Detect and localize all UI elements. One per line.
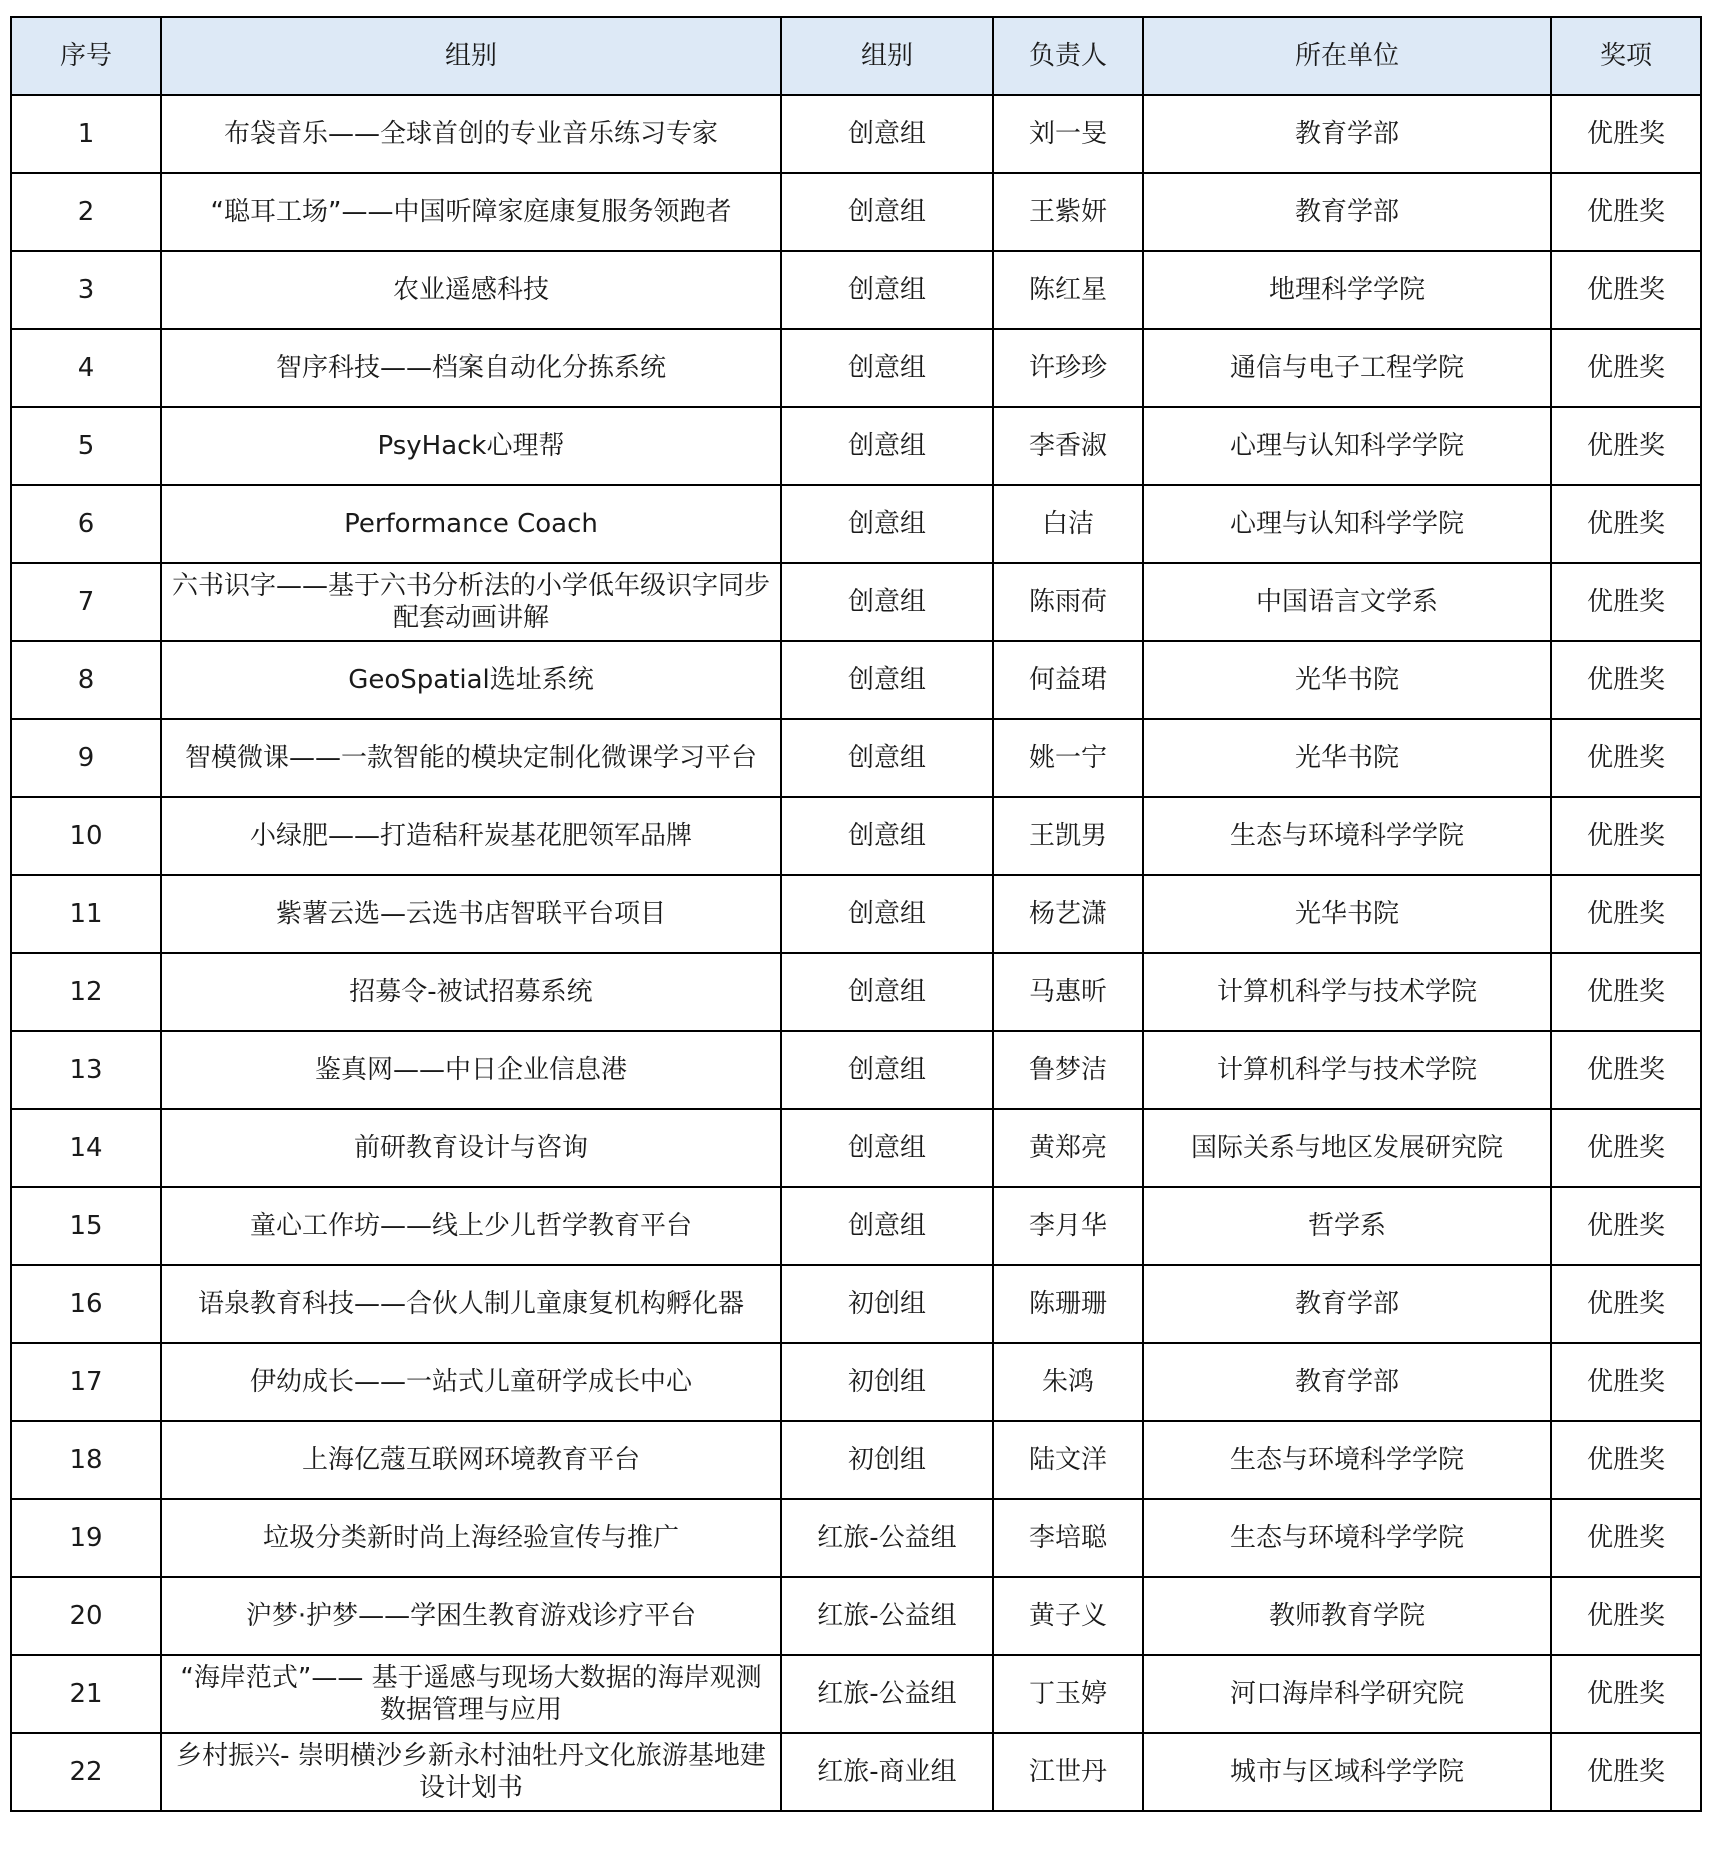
cell-group: 红旅-公益组 [781, 1655, 993, 1733]
table-row [11, 1655, 1701, 1733]
cell-unit: 地理科学学院 [1143, 251, 1551, 329]
cell-project: 乡村振兴- 崇明横沙乡新永村油牡丹文化旅游基地建设计划书 [161, 1733, 781, 1811]
cell-group: 创意组 [781, 407, 993, 485]
table-row [11, 1109, 1701, 1187]
table-row [11, 1343, 1701, 1421]
cell-unit: 通信与电子工程学院 [1143, 329, 1551, 407]
table-row [11, 797, 1701, 875]
header-serial: 序号 [11, 17, 161, 95]
cell-unit: 教育学部 [1143, 1265, 1551, 1343]
cell-group: 创意组 [781, 875, 993, 953]
cell-project: 上海亿蔻互联网环境教育平台 [161, 1421, 781, 1499]
cell-project: PsyHack心理帮 [161, 407, 781, 485]
cell-unit: 教育学部 [1143, 1343, 1551, 1421]
cell-award: 优胜奖 [1551, 719, 1701, 797]
cell-serial: 18 [11, 1421, 161, 1499]
table-row [11, 95, 1701, 173]
cell-award: 优胜奖 [1551, 329, 1701, 407]
cell-unit: 河口海岸科学研究院 [1143, 1655, 1551, 1733]
cell-leader: 刘一旻 [993, 95, 1143, 173]
cell-leader: 陈珊珊 [993, 1265, 1143, 1343]
cell-unit: 教师教育学院 [1143, 1577, 1551, 1655]
table-row [11, 329, 1701, 407]
cell-leader: 陆文洋 [993, 1421, 1143, 1499]
cell-award: 优胜奖 [1551, 485, 1701, 563]
cell-leader: 何益珺 [993, 641, 1143, 719]
table-row [11, 251, 1701, 329]
cell-group: 创意组 [781, 797, 993, 875]
cell-serial: 8 [11, 641, 161, 719]
cell-award: 优胜奖 [1551, 1733, 1701, 1811]
cell-group: 初创组 [781, 1265, 993, 1343]
cell-project: 智模微课——一款智能的模块定制化微课学习平台 [161, 719, 781, 797]
cell-leader: 王紫妍 [993, 173, 1143, 251]
cell-group: 创意组 [781, 95, 993, 173]
cell-unit: 计算机科学与技术学院 [1143, 953, 1551, 1031]
cell-leader: 朱鸿 [993, 1343, 1143, 1421]
cell-project: 垃圾分类新时尚上海经验宣传与推广 [161, 1499, 781, 1577]
cell-group: 创意组 [781, 329, 993, 407]
cell-leader: 黄子义 [993, 1577, 1143, 1655]
cell-group: 创意组 [781, 641, 993, 719]
cell-project: “海岸范式”—— 基于遥感与现场大数据的海岸观测数据管理与应用 [161, 1655, 781, 1733]
cell-leader: 李香淑 [993, 407, 1143, 485]
cell-award: 优胜奖 [1551, 1421, 1701, 1499]
header-unit: 所在单位 [1143, 17, 1551, 95]
cell-leader: 陈雨荷 [993, 563, 1143, 641]
cell-unit: 教育学部 [1143, 173, 1551, 251]
cell-serial: 15 [11, 1187, 161, 1265]
cell-leader: 马惠昕 [993, 953, 1143, 1031]
cell-award: 优胜奖 [1551, 95, 1701, 173]
cell-group: 初创组 [781, 1343, 993, 1421]
cell-unit: 生态与环境科学学院 [1143, 797, 1551, 875]
cell-serial: 16 [11, 1265, 161, 1343]
cell-award: 优胜奖 [1551, 1265, 1701, 1343]
cell-unit: 教育学部 [1143, 95, 1551, 173]
table-row [11, 719, 1701, 797]
header-row [11, 17, 1701, 95]
cell-project: 布袋音乐——全球首创的专业音乐练习专家 [161, 95, 781, 173]
cell-project: 紫薯云选—云选书店智联平台项目 [161, 875, 781, 953]
cell-leader: 江世丹 [993, 1733, 1143, 1811]
cell-serial: 11 [11, 875, 161, 953]
cell-leader: 丁玉婷 [993, 1655, 1143, 1733]
cell-serial: 13 [11, 1031, 161, 1109]
cell-project: 语泉教育科技——合伙人制儿童康复机构孵化器 [161, 1265, 781, 1343]
cell-award: 优胜奖 [1551, 173, 1701, 251]
cell-leader: 黄郑亮 [993, 1109, 1143, 1187]
cell-leader: 李培聪 [993, 1499, 1143, 1577]
cell-serial: 1 [11, 95, 161, 173]
cell-award: 优胜奖 [1551, 563, 1701, 641]
cell-serial: 10 [11, 797, 161, 875]
cell-group: 红旅-公益组 [781, 1499, 993, 1577]
awards-table-container [10, 16, 1702, 1812]
table-row [11, 1031, 1701, 1109]
cell-group: 创意组 [781, 1187, 993, 1265]
header-award: 奖项 [1551, 17, 1701, 95]
table-row [11, 407, 1701, 485]
cell-unit: 光华书院 [1143, 641, 1551, 719]
cell-unit: 国际关系与地区发展研究院 [1143, 1109, 1551, 1187]
cell-project: 伊幼成长——一站式儿童研学成长中心 [161, 1343, 781, 1421]
cell-award: 优胜奖 [1551, 1577, 1701, 1655]
cell-award: 优胜奖 [1551, 953, 1701, 1031]
cell-group: 创意组 [781, 173, 993, 251]
cell-serial: 14 [11, 1109, 161, 1187]
cell-project: GeoSpatial选址系统 [161, 641, 781, 719]
cell-serial: 9 [11, 719, 161, 797]
cell-award: 优胜奖 [1551, 1343, 1701, 1421]
cell-group: 初创组 [781, 1421, 993, 1499]
cell-award: 优胜奖 [1551, 407, 1701, 485]
cell-unit: 生态与环境科学学院 [1143, 1499, 1551, 1577]
cell-unit: 生态与环境科学学院 [1143, 1421, 1551, 1499]
cell-project: 前研教育设计与咨询 [161, 1109, 781, 1187]
cell-leader: 白洁 [993, 485, 1143, 563]
table-header [11, 17, 1701, 95]
awards-table [10, 16, 1702, 1812]
cell-serial: 20 [11, 1577, 161, 1655]
cell-award: 优胜奖 [1551, 251, 1701, 329]
cell-project: 鉴真网——中日企业信息港 [161, 1031, 781, 1109]
cell-unit: 中国语言文学系 [1143, 563, 1551, 641]
cell-group: 红旅-公益组 [781, 1577, 993, 1655]
cell-group: 创意组 [781, 953, 993, 1031]
table-row [11, 641, 1701, 719]
table-row [11, 875, 1701, 953]
cell-project: 农业遥感科技 [161, 251, 781, 329]
cell-group: 创意组 [781, 1031, 993, 1109]
cell-serial: 17 [11, 1343, 161, 1421]
cell-award: 优胜奖 [1551, 641, 1701, 719]
cell-serial: 2 [11, 173, 161, 251]
cell-leader: 许珍珍 [993, 329, 1143, 407]
header-project: 组别 [161, 17, 781, 95]
cell-group: 创意组 [781, 1109, 993, 1187]
cell-unit: 心理与认知科学学院 [1143, 485, 1551, 563]
cell-award: 优胜奖 [1551, 1655, 1701, 1733]
table-row [11, 953, 1701, 1031]
table-body [11, 95, 1701, 1811]
cell-serial: 5 [11, 407, 161, 485]
cell-project: “聪耳工场”——中国听障家庭康复服务领跑者 [161, 173, 781, 251]
cell-project: 沪梦·护梦——学困生教育游戏诊疗平台 [161, 1577, 781, 1655]
table-row [11, 1187, 1701, 1265]
cell-group: 创意组 [781, 485, 993, 563]
cell-group: 创意组 [781, 719, 993, 797]
table-row [11, 1499, 1701, 1577]
cell-project: 招募令-被试招募系统 [161, 953, 781, 1031]
cell-unit: 哲学系 [1143, 1187, 1551, 1265]
cell-project: 智序科技——档案自动化分拣系统 [161, 329, 781, 407]
header-group: 组别 [781, 17, 993, 95]
cell-group: 红旅-商业组 [781, 1733, 993, 1811]
cell-unit: 光华书院 [1143, 719, 1551, 797]
header-leader: 负责人 [993, 17, 1143, 95]
cell-unit: 计算机科学与技术学院 [1143, 1031, 1551, 1109]
cell-unit: 光华书院 [1143, 875, 1551, 953]
cell-unit: 城市与区域科学学院 [1143, 1733, 1551, 1811]
cell-award: 优胜奖 [1551, 1499, 1701, 1577]
table-row [11, 1421, 1701, 1499]
cell-leader: 鲁梦洁 [993, 1031, 1143, 1109]
cell-unit: 心理与认知科学学院 [1143, 407, 1551, 485]
cell-serial: 12 [11, 953, 161, 1031]
cell-serial: 4 [11, 329, 161, 407]
cell-project: Performance Coach [161, 485, 781, 563]
cell-project: 小绿肥——打造秸秆炭基花肥领军品牌 [161, 797, 781, 875]
cell-serial: 19 [11, 1499, 161, 1577]
cell-leader: 王凯男 [993, 797, 1143, 875]
cell-serial: 7 [11, 563, 161, 641]
cell-award: 优胜奖 [1551, 875, 1701, 953]
cell-award: 优胜奖 [1551, 797, 1701, 875]
cell-award: 优胜奖 [1551, 1187, 1701, 1265]
cell-group: 创意组 [781, 251, 993, 329]
cell-award: 优胜奖 [1551, 1109, 1701, 1187]
table-row [11, 1577, 1701, 1655]
cell-leader: 李月华 [993, 1187, 1143, 1265]
cell-leader: 杨艺潇 [993, 875, 1143, 953]
table-row [11, 1733, 1701, 1811]
cell-project: 童心工作坊——线上少儿哲学教育平台 [161, 1187, 781, 1265]
cell-project: 六书识字——基于六书分析法的小学低年级识字同步配套动画讲解 [161, 563, 781, 641]
cell-serial: 21 [11, 1655, 161, 1733]
table-row [11, 173, 1701, 251]
cell-leader: 姚一宁 [993, 719, 1143, 797]
table-row [11, 563, 1701, 641]
cell-serial: 3 [11, 251, 161, 329]
cell-award: 优胜奖 [1551, 1031, 1701, 1109]
table-row [11, 485, 1701, 563]
cell-serial: 6 [11, 485, 161, 563]
cell-group: 创意组 [781, 563, 993, 641]
cell-serial: 22 [11, 1733, 161, 1811]
table-row [11, 1265, 1701, 1343]
cell-leader: 陈红星 [993, 251, 1143, 329]
